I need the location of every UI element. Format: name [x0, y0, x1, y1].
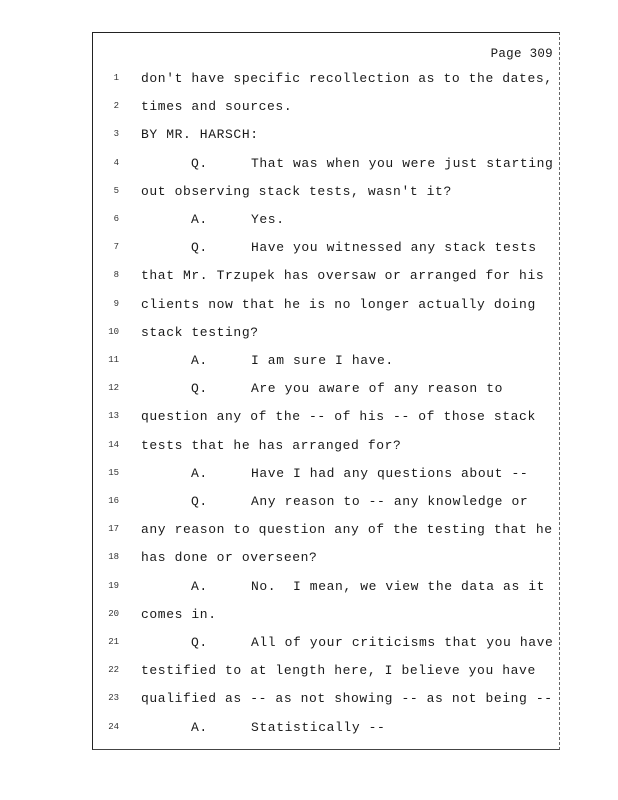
line-number: 8 — [113, 270, 119, 281]
transcript-line — [93, 579, 559, 599]
line-text: testified to at length here, I believe you have — [141, 663, 536, 679]
transcript-line — [93, 381, 559, 401]
line-number: 4 — [113, 157, 119, 168]
transcript-line — [93, 325, 559, 345]
line-text: stack testing? — [141, 324, 259, 340]
transcript-line — [93, 522, 559, 542]
speaker-label: A. — [191, 353, 208, 368]
line-text: Any reason to -- any knowledge or — [251, 494, 529, 509]
transcript-line — [93, 99, 559, 119]
line-text: No. I mean, we view the data as it — [251, 578, 546, 594]
line-text: has done or overseen? — [141, 550, 318, 566]
line-text: I am sure I have. — [251, 353, 394, 368]
transcript-line — [93, 438, 559, 458]
transcript-line — [93, 127, 559, 147]
line-number: 3 — [113, 129, 119, 140]
transcript-line — [93, 635, 559, 655]
line-text: All of your criticisms that you have — [251, 635, 554, 650]
line-number: 13 — [108, 411, 119, 422]
speaker-label: Q. — [191, 381, 208, 397]
speaker-label: Q. — [191, 494, 208, 509]
line-number: 14 — [108, 439, 119, 450]
transcript-line — [93, 212, 559, 232]
line-text: Have you witnessed any stack tests — [251, 240, 537, 256]
line-text: that Mr. Trzupek has oversaw or arranged for his — [141, 268, 545, 284]
speaker-label: A. — [191, 578, 208, 594]
line-number: 2 — [113, 101, 119, 112]
speaker-label: Q. — [191, 240, 208, 256]
line-text: don't have specific recollection as to the dates, — [141, 71, 553, 86]
line-number: 11 — [108, 355, 119, 365]
line-text: Have I had any questions about -- — [251, 465, 529, 481]
transcript-line — [93, 184, 559, 204]
transcript-line — [93, 663, 559, 683]
line-text: out observing stack tests, wasn't it? — [141, 183, 452, 199]
line-number: 17 — [108, 524, 119, 535]
transcript-line — [93, 494, 559, 514]
transcript-line — [93, 720, 559, 740]
line-number: 9 — [113, 298, 119, 309]
line-number: 23 — [108, 693, 119, 704]
transcript-line — [93, 297, 559, 317]
line-number: 10 — [108, 326, 119, 337]
transcript-page — [92, 32, 560, 750]
line-number: 20 — [108, 608, 119, 619]
transcript-line — [93, 691, 559, 711]
line-text: comes in. — [141, 606, 217, 622]
speaker-label: Q. — [191, 635, 208, 650]
speaker-label: A. — [191, 719, 208, 735]
line-text: Statistically -- — [251, 719, 386, 735]
line-number: 18 — [108, 552, 119, 563]
transcript-line — [93, 466, 559, 486]
line-text: tests that he has arranged for? — [141, 437, 402, 453]
line-number: 19 — [108, 580, 119, 591]
page-number: Page 309 — [490, 47, 553, 61]
transcript-line — [93, 409, 559, 429]
line-text: Are you aware of any reason to — [251, 381, 504, 397]
line-text: times and sources. — [141, 99, 293, 115]
line-text: question any of the -- of his -- of those stack — [141, 409, 536, 425]
line-number: 15 — [108, 467, 119, 478]
speaker-label: A. — [191, 212, 208, 227]
line-text: Yes. — [251, 212, 285, 227]
line-number: 21 — [108, 637, 119, 647]
transcript-line — [93, 240, 559, 260]
line-text: clients now that he is no longer actually doing — [141, 296, 536, 312]
line-number: 12 — [108, 383, 119, 394]
line-number: 7 — [113, 242, 119, 253]
transcript-line — [93, 268, 559, 288]
transcript-line — [93, 156, 559, 176]
transcript-line — [93, 353, 559, 373]
transcript-line — [93, 550, 559, 570]
speaker-label: A. — [191, 465, 208, 481]
line-text: any reason to question any of the testing that he — [141, 522, 553, 538]
line-number: 5 — [113, 185, 119, 196]
line-text: qualified as -- as not showing -- as not being -- — [141, 691, 553, 707]
line-number: 6 — [113, 214, 119, 224]
line-number: 24 — [108, 721, 119, 732]
line-number: 1 — [113, 73, 119, 83]
line-number: 22 — [108, 665, 119, 676]
line-text: That was when you were just starting — [251, 155, 554, 171]
transcript-line — [93, 71, 559, 91]
speaker-label: Q. — [191, 155, 208, 171]
line-number: 16 — [108, 496, 119, 506]
line-text: BY MR. HARSCH: — [141, 127, 259, 143]
transcript-line — [93, 607, 559, 627]
